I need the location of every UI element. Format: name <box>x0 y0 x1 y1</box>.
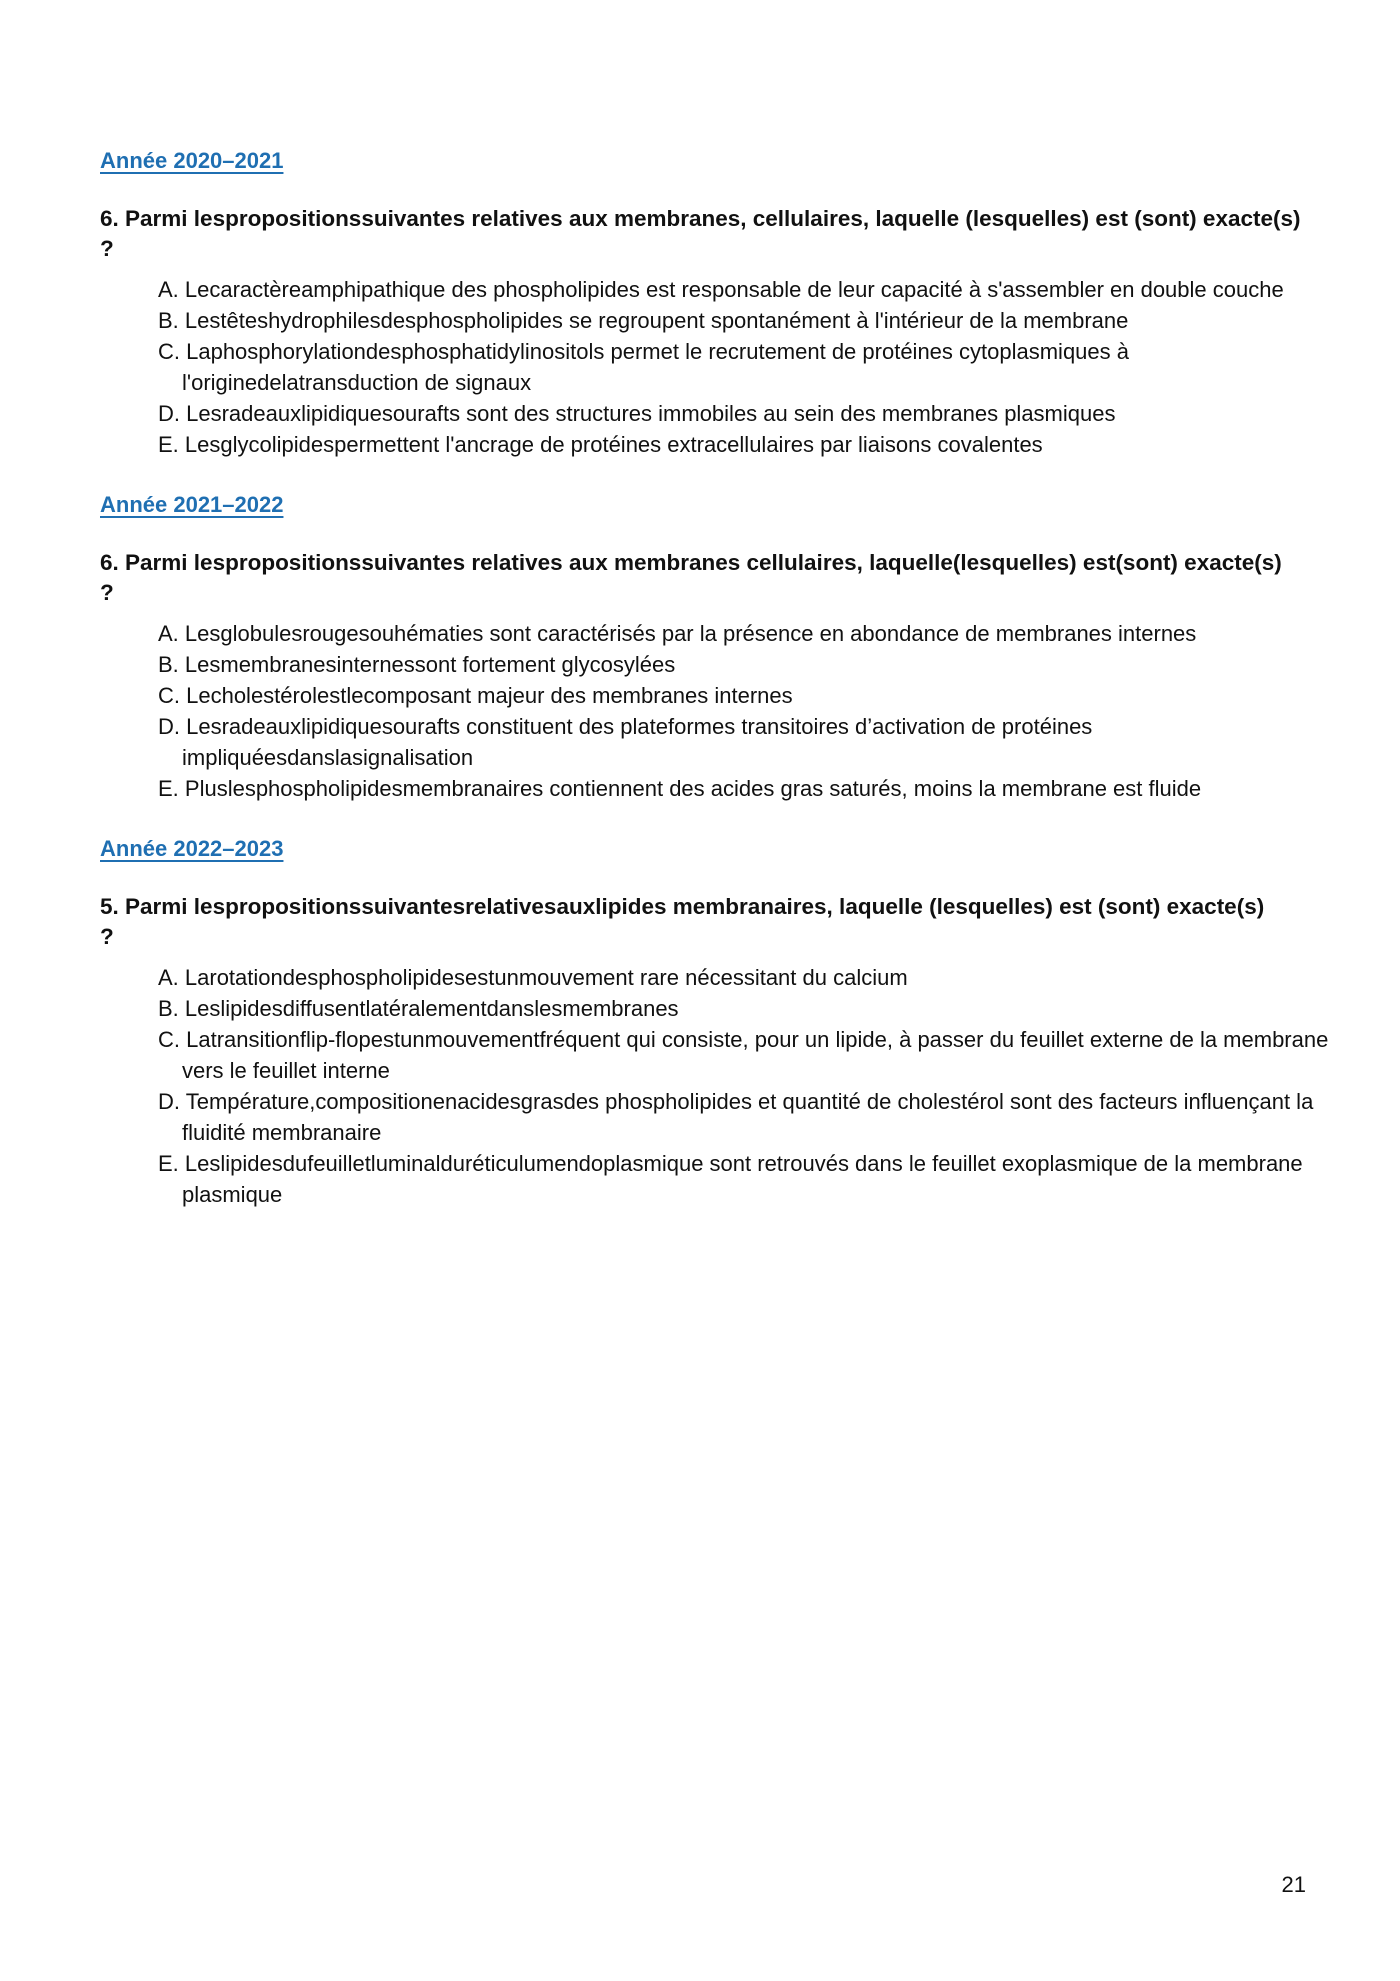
answer-option-d: D. Lesradeauxlipidiquesourafts sont des structures immobiles au sein des membranes plasmiques <box>158 401 1116 426</box>
question-mark: ? <box>100 580 114 605</box>
section-year-heading: Année 2020–2021 <box>100 148 284 173</box>
question-statement: 6. Parmi lespropositionssuivantes relatives aux membranes, cellulaires, laquelle (lesquelles) est (sont) exacte(s) <box>100 206 1301 231</box>
question-text <box>100 892 1330 952</box>
answer-option-e: E. Leslipidesdufeuilletluminalduréticulumendoplasmique sont retrouvés dans le feuillet exoplasmique de la membrane plasmique <box>158 1151 1303 1207</box>
answer-option-b: B. Lesmembranesinternessont fortement glycosylées <box>158 652 676 677</box>
exam-section-2022-2023 <box>100 834 1329 1210</box>
question-statement: 5. Parmi lespropositionssuivantesrelativesauxlipides membranaires, laquelle (lesquelles) est (sont) exacte(s) <box>100 894 1265 919</box>
answer-option-a: A. Larotationdesphospholipidesestunmouvement rare nécessitant du calcium <box>158 965 908 990</box>
section-year-heading: Année 2021–2022 <box>100 492 284 517</box>
answer-option-e: E. Lesglycolipidespermettent l'ancrage de protéines extracellulaires par liaisons covalentes <box>158 432 1043 457</box>
exam-section-2020-2021 <box>100 146 1320 460</box>
answer-option-e: E. Pluslesphospholipidesmembranaires contiennent des acides gras saturés, moins la membrane est fluide <box>158 776 1202 801</box>
answer-options <box>100 274 1320 460</box>
question-text <box>100 204 1330 264</box>
question-mark: ? <box>100 924 114 949</box>
question-statement: 6. Parmi lespropositionssuivantes relatives aux membranes cellulaires, laquelle(lesquelles) est(sont) exacte(s) <box>100 550 1282 575</box>
answer-option-c: C. Lecholestérolestlecomposant majeur des membranes internes <box>158 683 793 708</box>
answer-option-b: B. Leslipidesdiffusentlatéralementdanslesmembranes <box>158 996 679 1021</box>
question-mark: ? <box>100 236 114 261</box>
answer-option-d: D. Lesradeauxlipidiquesourafts constituent des plateformes transitoires d’activation de protéines impliquéesdanslasignalisation <box>158 714 1093 770</box>
exam-section-2021-2022 <box>100 490 1320 804</box>
answer-option-a: A. Lesglobulesrougesouhématies sont caractérisés par la présence en abondance de membranes internes <box>158 621 1197 646</box>
question-text <box>100 548 1330 608</box>
answer-option-c: C. Laphosphorylationdesphosphatidylinositols permet le recrutement de protéines cytoplasmiques à l'originedelatransduction de signaux <box>158 339 1129 395</box>
section-year-heading: Année 2022–2023 <box>100 836 284 861</box>
answer-option-a: A. Lecaractèreamphipathique des phospholipides est responsable de leur capacité à s'assembler en double couche <box>158 277 1284 302</box>
answer-option-d: D. Température,compositionenacidesgrasdes phospholipides et quantité de cholestérol sont des facteurs influençant la fluidité membranaire <box>158 1089 1314 1145</box>
answer-options <box>100 962 1329 1210</box>
page-number: 21 <box>1281 1872 1306 1897</box>
document-page <box>100 146 1329 1210</box>
answer-option-c: C. Latransitionflip-flopestunmouvementfréquent qui consiste, pour un lipide, à passer du feuillet externe de la membrane vers le feuillet interne <box>158 1027 1329 1083</box>
answer-option-b: B. Lestêteshydrophilesdesphospholipides se regroupent spontanément à l'intérieur de la membrane <box>158 308 1129 333</box>
answer-options <box>100 618 1320 804</box>
